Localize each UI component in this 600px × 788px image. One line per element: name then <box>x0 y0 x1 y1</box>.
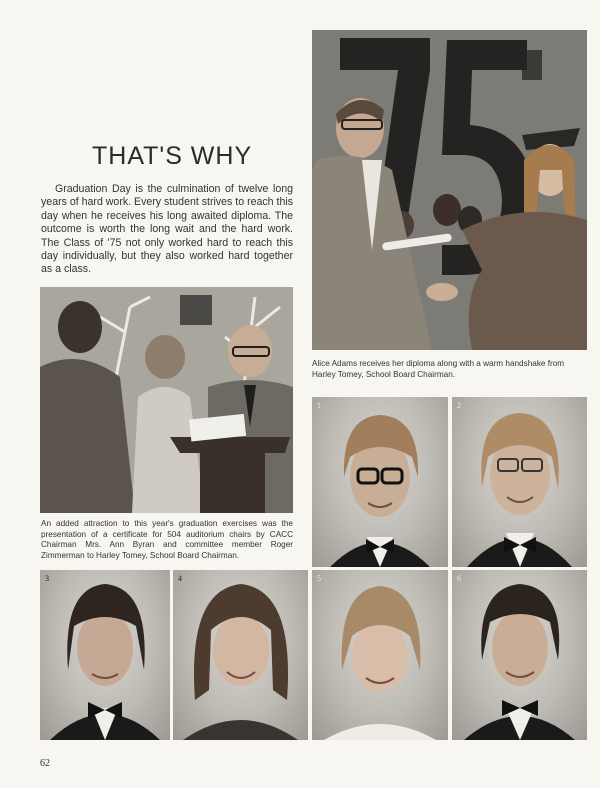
presentation-photo-drawing <box>40 287 293 513</box>
portrait-5-drawing <box>312 570 448 740</box>
presentation-photo-caption: An added attraction to this year's graduation exercises was the presentation of a certificate for 504 auditorium chairs by CACC Chairman Mrs. Ann Byran and committee member Roger Zimmerman to Harley Tomey, School Board Chairman. <box>41 519 293 560</box>
senior-portrait-1 <box>312 397 448 567</box>
graduation-diploma-photo <box>312 30 587 350</box>
graduation-photo-drawing <box>312 30 587 350</box>
portrait-6-number: 6 <box>457 574 461 583</box>
intro-paragraph: Graduation Day is the culmination of twelve long years of hard work. Every student strives to reach this day when he receives his long awaited diploma. The outcome is worth the long wait and the hard work. The Class of '75 not only worked hard to reach this day individually, but they also worked hard together as a class. <box>41 183 293 276</box>
portrait-2-number: 2 <box>457 401 461 410</box>
portrait-5-number: 5 <box>317 574 321 583</box>
senior-portrait-5 <box>312 570 448 740</box>
page-number: 62 <box>40 758 50 769</box>
portrait-3-drawing <box>40 570 170 740</box>
portrait-1-number: 1 <box>317 401 321 410</box>
page-title: THAT'S WHY <box>92 142 253 170</box>
portrait-4-drawing <box>173 570 308 740</box>
portrait-6-drawing <box>452 570 587 740</box>
portrait-1-drawing <box>312 397 448 567</box>
graduation-photo-caption: Alice Adams receives her diploma along with a warm handshake from Harley Tomey, School Board Chairman. <box>312 359 565 379</box>
portrait-3-number: 3 <box>45 574 49 583</box>
chair-certificate-presentation-photo <box>40 287 293 513</box>
senior-portrait-6 <box>452 570 587 740</box>
portrait-2-drawing <box>452 397 587 567</box>
senior-portrait-3 <box>40 570 170 740</box>
portrait-4-number: 4 <box>178 574 182 583</box>
senior-portrait-2 <box>452 397 587 567</box>
senior-portrait-4 <box>173 570 308 740</box>
